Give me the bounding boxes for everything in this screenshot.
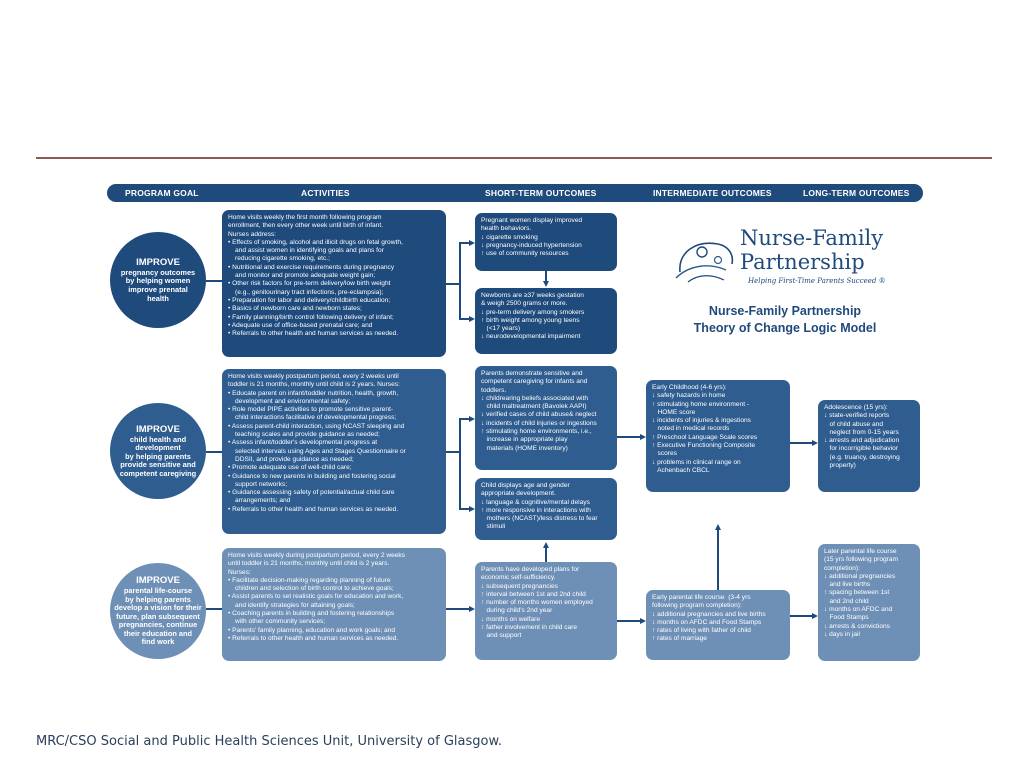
connector <box>460 318 469 320</box>
activity-bullet: • Educate parent on infant/toddler nutrition, health, growth, <box>228 390 440 398</box>
activity-text: Home visits weekly during postpartum period, every 2 weeks <box>228 552 406 559</box>
activity-bullet: • Guidance to new parents in building and fostering social <box>228 473 440 481</box>
activity-bullet: • Adequate use of office-based prenatal care; and <box>228 322 440 330</box>
goal-text-line: by helping women <box>125 276 191 286</box>
outcome-line: and 2nd child <box>824 597 869 605</box>
activity-text: and identify strategies for attaining goals; <box>235 601 355 609</box>
arrow <box>812 440 818 446</box>
connector <box>717 530 719 590</box>
outcome-line: Food Stamps <box>824 614 869 622</box>
header-short-term: SHORT-TERM OUTCOMES <box>485 188 597 198</box>
activity-text: until toddler is 21 months, monthly until child is 2 years. <box>228 560 390 568</box>
header-activities: ACTIVITIES <box>301 188 350 198</box>
outcome-line: scores <box>652 450 677 458</box>
activity-text: toddler is 21 months, monthly until child is 2 years. Nurses: <box>228 381 400 389</box>
activity-text: Home visits weekly postpartum period, every 2 weeks until <box>228 373 399 380</box>
goal-circle-child-health <box>110 403 206 499</box>
activity-text: and monitor and promote adequate weight gain; <box>235 272 376 280</box>
outcome-line: noted in medical records <box>652 425 730 433</box>
goal-text-line: improve prenatal <box>128 285 188 294</box>
arrow <box>640 434 646 440</box>
outcome-line: and support <box>481 632 522 640</box>
arrow <box>812 613 818 619</box>
goal-title: IMPROVE <box>136 574 180 586</box>
outcome-line: ↓ months on AFDC and Food Stamps <box>652 618 762 626</box>
connector <box>459 418 461 510</box>
activity-bullet: • Role model PIPE activities to promote sensitive parent- <box>228 406 440 414</box>
connector <box>617 620 640 622</box>
outcome-line: ↑ father involvement in child care <box>481 624 578 632</box>
activity-text: Home visits weekly the first month following program <box>228 214 382 221</box>
outcome-line: ↓ additional pregnancies <box>824 572 896 580</box>
footer-credit: MRC/CSO Social and Public Health Sciences Unit, University of Glasgow. <box>36 734 503 749</box>
arrow <box>640 618 646 624</box>
goal-text-line: future, plan subsequent <box>116 611 200 621</box>
outcome-line: ↓ childrearing beliefs associated with <box>481 394 589 402</box>
activity-bullet: • Parents' family planning, education and work goals; and <box>228 627 440 635</box>
activity-bullet: • Basics of newborn care and newborn states; <box>228 305 440 313</box>
outcome-line: Achenbach CBCL <box>652 466 710 474</box>
header-program-goal: PROGRAM GOAL <box>125 188 199 198</box>
activity-bullet: • Referrals to other health and human services as needed. <box>228 330 440 338</box>
goal-text-line: pregnancies, continue <box>118 620 198 630</box>
activity-bullet: • Assess infant/toddler's developmental progress at <box>228 439 440 447</box>
outcome-line: of child abuse and <box>824 420 884 428</box>
connector <box>790 615 812 617</box>
outcome-line: Newborns are ≥37 weeks gestation <box>481 292 584 299</box>
short-term-box-caregiving <box>475 366 617 470</box>
activity-text: child interactions facilitative of developmental progress; <box>235 414 397 422</box>
outcome-line: Early parental life course (3-4 yrs <box>652 594 751 601</box>
connector <box>460 242 469 244</box>
outcome-line: ↓ cigarette smoking <box>481 233 538 241</box>
outcome-line: ↓ state-verified reports <box>824 412 890 420</box>
activities-box-pregnancy <box>222 210 446 357</box>
outcome-line: and live births <box>824 581 871 589</box>
outcome-line: (<17 years) <box>481 325 521 333</box>
long-term-box-adolescence <box>818 400 920 492</box>
activity-bullet: • Other risk factors for pre-term delivery/low birth weight <box>228 280 440 288</box>
activity-bullet: • Effects of smoking, alcohol and illicit drugs on fetal growth, <box>228 239 440 247</box>
goal-text-line: parental life-course <box>123 585 193 595</box>
activities-list <box>228 214 440 338</box>
outcome-line: ↑ stimulating home environment - <box>652 400 750 408</box>
connector <box>790 442 812 444</box>
activities-box-child-health <box>222 369 446 534</box>
activity-bullet: • Coaching parents in building and fostering relationships <box>228 610 440 618</box>
outcome-line: ↑ spacing between 1st <box>824 589 890 597</box>
outcome-line: mothers (NCAST)/less distress to fear <box>481 515 598 523</box>
outcome-line: competent caregiving for infants and <box>481 378 588 386</box>
activity-bullet: • Promote adequate use of well-child care; <box>228 464 440 472</box>
outcome-line: completion): <box>824 564 860 572</box>
activities-list <box>228 552 440 643</box>
outcome-line: property) <box>824 462 856 470</box>
outcome-line: during child's 2nd year <box>481 607 553 615</box>
activity-text: development and environmental safety; <box>235 397 351 405</box>
short-term-box-self-sufficiency <box>475 562 617 660</box>
activity-text: teaching scales and provide guidance as needed; <box>235 431 380 439</box>
connector <box>446 283 460 285</box>
activities-box-life-course <box>222 548 446 661</box>
outcome-line: appropriate development. <box>481 490 556 498</box>
outcome-line: ↓ verified cases of child abuse& neglect <box>481 411 597 419</box>
intermediate-box-early-life-course <box>646 590 790 660</box>
activity-text: with other community services; <box>235 618 326 626</box>
logo-tagline: Helping First-Time Parents Succeed ® <box>748 277 886 285</box>
arrow <box>543 281 549 287</box>
outcome-line: ↓ safety hazards in home <box>652 392 726 400</box>
activity-bullet: • Referrals to other health and human services as needed. <box>228 506 440 514</box>
outcome-line: following program completion): <box>652 602 742 610</box>
outcome-line: ↑ interval between 1st and 2nd child <box>481 590 586 598</box>
goal-title: IMPROVE <box>136 423 180 435</box>
activity-text: selected intervals using Ages and Stages Questionnaire or <box>235 447 406 455</box>
outcome-line: ↓ neurodevelopmental impairment <box>481 333 581 341</box>
outcome-line: ↓ incidents of injuries & ingestions <box>652 417 751 425</box>
outcome-line: ↑ stimulating home environments, i.e., <box>481 428 592 436</box>
arrow <box>543 542 549 548</box>
connector <box>206 608 222 610</box>
outcome-line: ↓ arrests and adjudication <box>824 437 900 445</box>
activity-text: children and selection of birth control to achieve goals; <box>235 585 394 593</box>
goal-text-line: pregnancy outcomes <box>120 267 196 277</box>
outcome-line: HOME score <box>652 408 696 416</box>
outcome-line: ↑ Executive Functioning Composite <box>652 442 755 450</box>
arrow <box>715 524 721 530</box>
outcome-line: ↑ rates of marriage <box>652 635 707 643</box>
connector <box>206 451 222 453</box>
outcome-line: ↓ incidents of child injuries or ingestions <box>481 419 597 427</box>
goal-text-line: health <box>147 293 169 303</box>
column-header-bar <box>107 184 923 202</box>
short-term-box-child-development <box>475 478 617 540</box>
goal-circle-pregnancy <box>110 232 206 328</box>
outcome-line: child maltreatment (Bavolek AAPI) <box>481 403 587 411</box>
outcome-line: ↓ language & cognitive/mental delays <box>481 498 590 506</box>
outcome-line: ↓ months on AFDC and <box>824 606 893 614</box>
short-term-box-health-behaviors <box>475 213 617 271</box>
logo-text-line1: Nurse-Family <box>740 226 884 250</box>
outcome-line: Later parental life course <box>824 548 897 555</box>
connector <box>545 548 547 562</box>
header-long-term: LONG-TERM OUTCOMES <box>803 188 910 198</box>
activity-text: Nurses: <box>228 568 251 576</box>
arrow <box>469 240 475 246</box>
outcome-line: & weigh 2500 grams or more. <box>481 300 568 308</box>
arrow <box>469 606 475 612</box>
outcome-line: ↓ months on welfare <box>481 615 541 623</box>
outcome-line: neglect from 0-15 years <box>824 428 899 436</box>
outcome-line: Parents have developed plans for <box>481 566 580 573</box>
outcome-line: ↓ pregnancy-induced hypertension <box>481 241 582 249</box>
outcome-line: Early Childhood (4-6 yrs): <box>652 384 727 391</box>
activity-text: (e.g., genitourinary tract infections, pre-eclampsia); <box>235 288 384 296</box>
goal-text-line: by helping parents <box>125 451 191 461</box>
activity-text: and assist women in identifying goals and plans for <box>235 247 384 255</box>
outcome-line: materials (HOME inventory) <box>481 444 568 452</box>
connector <box>446 608 469 610</box>
outcome-line: Adolescence (15 yrs): <box>824 404 888 411</box>
goal-circle-life-course <box>110 563 206 659</box>
goal-text-line: provide sensitive and <box>120 460 196 470</box>
activity-bullet: • Assist parents to set realistic goals for education and work, <box>228 593 440 601</box>
long-term-box-later-life-course <box>818 544 920 661</box>
goal-text-line: competent caregiving <box>119 468 197 478</box>
connector <box>206 280 222 282</box>
outcome-line: ↓ arrests & convictions <box>824 622 890 630</box>
activity-text: arrangements; and <box>235 497 291 505</box>
outcome-line: economic self-sufficiency. <box>481 574 556 582</box>
outcome-line: toddlers. <box>481 386 507 394</box>
activity-bullet: • Family planning/birth control following delivery of infant; <box>228 314 440 322</box>
outcome-line: Parents demonstrate sensitive and <box>481 370 583 377</box>
outcome-line: ↑ more responsive in interactions with <box>481 506 591 514</box>
connector <box>459 242 461 320</box>
goal-text-line: find work <box>141 637 175 647</box>
logo-text-line2: Partnership <box>740 250 865 274</box>
activity-text: Nurses address: <box>228 230 277 238</box>
goal-text-line: their education and <box>123 628 193 638</box>
intermediate-box-early-childhood <box>646 380 790 492</box>
arrow <box>469 316 475 322</box>
outcome-line: ↑ Preschool Language Scale scores <box>652 433 758 441</box>
goal-text-line: by helping parents <box>125 594 191 604</box>
model-title-line2: Theory of Change Logic Model <box>693 321 877 335</box>
connector <box>460 418 469 420</box>
activity-bullet: • Assess parent-child interaction, using NCAST sleeping and <box>228 423 440 431</box>
outcome-line: increase in appropriate play <box>481 436 568 444</box>
activity-text: DDSII, and provide guidance as needed; <box>235 455 354 463</box>
model-title-line1: Nurse-Family Partnership <box>708 304 862 318</box>
activity-bullet: • Guidance assessing safety of potential/actual child care <box>228 489 440 497</box>
outcome-line: (15 yrs following program <box>824 556 899 564</box>
outcome-line: ↑ rates of living with father of child <box>652 627 751 635</box>
activity-bullet: • Preparation for labor and delivery/childbirth education; <box>228 297 440 305</box>
outcome-line: (e.g. truancy, destroying <box>824 453 900 461</box>
outcome-line: for incorrigible behavior <box>824 445 899 453</box>
activity-text: enrollment, then every other week until birth of infant. <box>228 222 384 230</box>
activity-text: reducing cigarette smoking, etc.; <box>235 255 330 263</box>
arrow <box>469 416 475 422</box>
outcome-line: Child displays age and gender <box>481 482 570 489</box>
goal-text-line: develop a vision for their <box>114 603 202 613</box>
outcome-line: ↓ subsequent pregnancies <box>481 582 558 590</box>
outcome-line: ↑ use of community resources <box>481 250 569 258</box>
connector <box>617 436 640 438</box>
outcome-line: ↑ birth weight among young teens <box>481 316 580 324</box>
connector <box>460 508 469 510</box>
goal-text-line: development <box>135 443 181 453</box>
connector <box>446 451 460 453</box>
outcome-line: ↑ number of months women employed <box>481 599 593 607</box>
outcome-line: ↓ pre-term delivery among smokers <box>481 308 585 316</box>
activity-bullet: • Facilitate decision-making regarding planning of future <box>228 577 440 585</box>
activity-bullet: • Nutritional and exercise requirements during pregnancy <box>228 264 440 272</box>
header-intermediate: INTERMEDIATE OUTCOMES <box>653 188 772 198</box>
activity-bullet: • Referrals to other health and human services as needed. <box>228 635 440 643</box>
outcome-line: health behaviors. <box>481 225 532 233</box>
outcome-line: ↓ additional pregnancies and live births <box>652 610 766 618</box>
goal-text-line: child health and <box>129 434 187 444</box>
short-term-box-newborns <box>475 288 617 354</box>
outcome-line: Pregnant women display improved <box>481 217 583 224</box>
activities-list <box>228 373 440 514</box>
goal-title: IMPROVE <box>136 256 180 268</box>
header-divider <box>36 157 992 159</box>
arrow <box>469 506 475 512</box>
outcome-line: stimuli <box>481 523 506 531</box>
outcome-line: ↓ days in jail <box>824 630 860 638</box>
activity-text: support networks; <box>235 480 288 488</box>
outcome-line: ↓ problems in clinical range on <box>652 458 741 466</box>
